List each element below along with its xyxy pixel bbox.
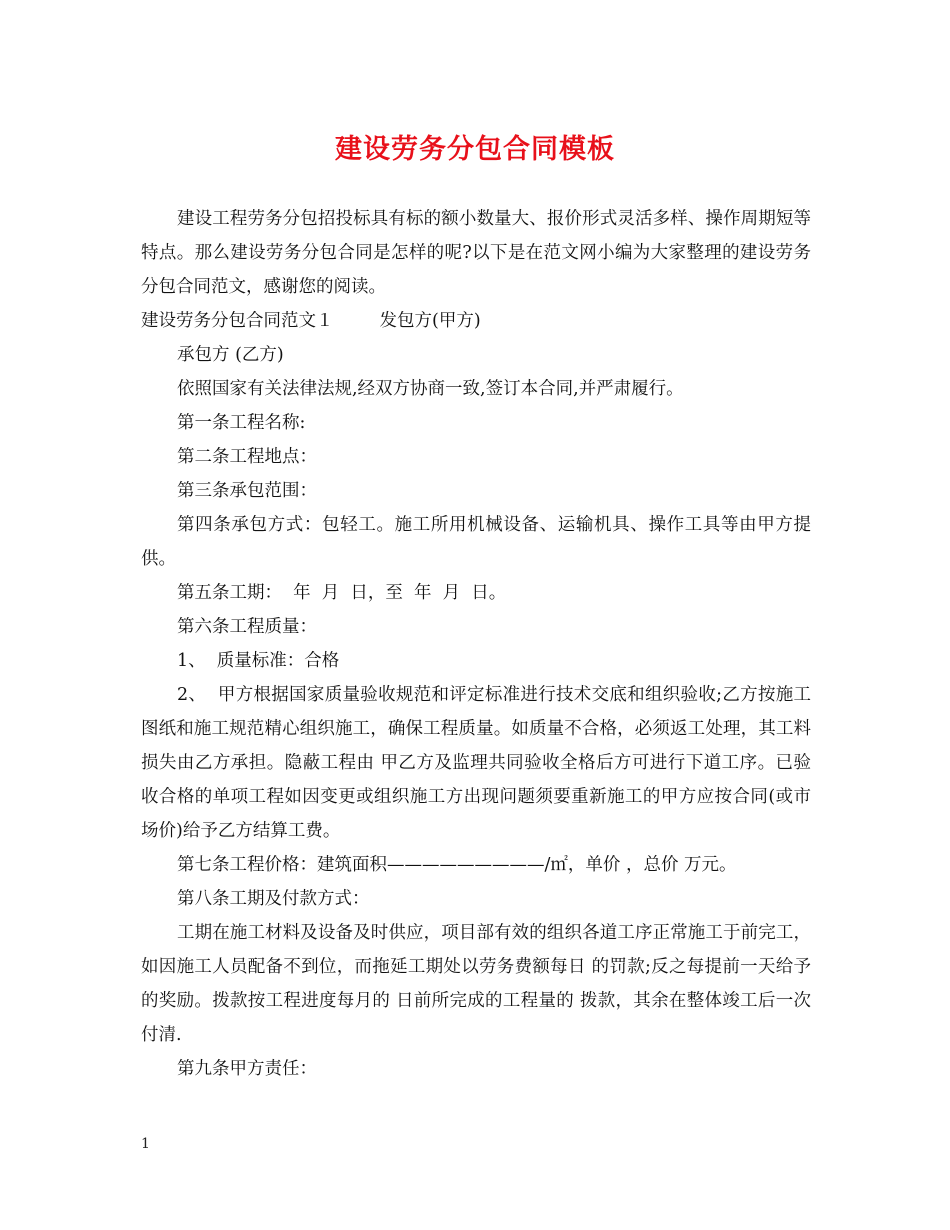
article-8: 第八条工期及付款方式： xyxy=(177,889,370,909)
preamble-paragraph: 依照国家有关法律法规,经双方协商一致,签订本合同,并严肃履行。 xyxy=(177,379,684,399)
article-6-item-2: 2、 甲方根据国家质量验收规范和评定标准进行技术交底和组织验收;乙方按施工图纸和施工规范精心组织施工，确保工程质量。如质量不合格，必须返工处理，其工料损失由乙方承担。隐蔽工程由 甲乙方及监理共同验收全格后方可进行下道工序。已验收合格的单项工程如因变更或组织施工方出现问题须要重新施工的甲方应按合同(或市场价)给予乙方结算工费。 xyxy=(141,685,811,841)
article-3: 第三条承包范围： xyxy=(177,481,317,501)
sample-heading-line xyxy=(141,304,811,338)
article-1: 第一条工程名称: xyxy=(177,413,306,433)
article-9: 第九条甲方责任： xyxy=(177,1059,317,1079)
article-7: 第七条工程价格：建筑面积—————————/㎡，单价 ，总价 万元。 xyxy=(177,855,737,875)
article-4: 第四条承包方式：包轻工。施工所用机械设备、运输机具、操作工具等由甲方提供。 xyxy=(141,515,811,569)
party-a-label: 发包方(甲方) xyxy=(379,311,481,331)
page-number: 1 xyxy=(141,1136,150,1152)
party-b-label: 承包方 (乙方) xyxy=(177,345,284,365)
article-8-paragraph: 工期在施工材料及设备及时供应，项目部有效的组织各道工序正常施工于前完工，如因施工人员配备不到位，而拖延工期处以劳务费额每日 的罚款;反之每提前一天给予 的奖励。拨款按工程进度每月的 日前所完成的工程量的 拨款，其余在整体竣工后一次付清. xyxy=(141,923,811,1045)
article-5: 第五条工期： 年 月 日，至 年 月 日。 xyxy=(177,583,507,603)
intro-paragraph: 建设工程劳务分包招投标具有标的额小数量大、报价形式灵活多样、操作周期短等特点。那么建设劳务分包合同是怎样的呢?以下是在范文网小编为大家整理的建设劳务分包合同范文，感谢您的阅读。 xyxy=(141,209,811,297)
article-6-item-1: 1、 质量标准：合格 xyxy=(177,651,340,671)
article-6: 第六条工程质量： xyxy=(177,617,317,637)
document-title: 建设劳务分包合同模板 xyxy=(335,134,615,165)
document-body xyxy=(141,202,811,1086)
article-2: 第二条工程地点： xyxy=(177,447,317,467)
sample-heading: 建设劳务分包合同范文１ xyxy=(141,311,334,331)
